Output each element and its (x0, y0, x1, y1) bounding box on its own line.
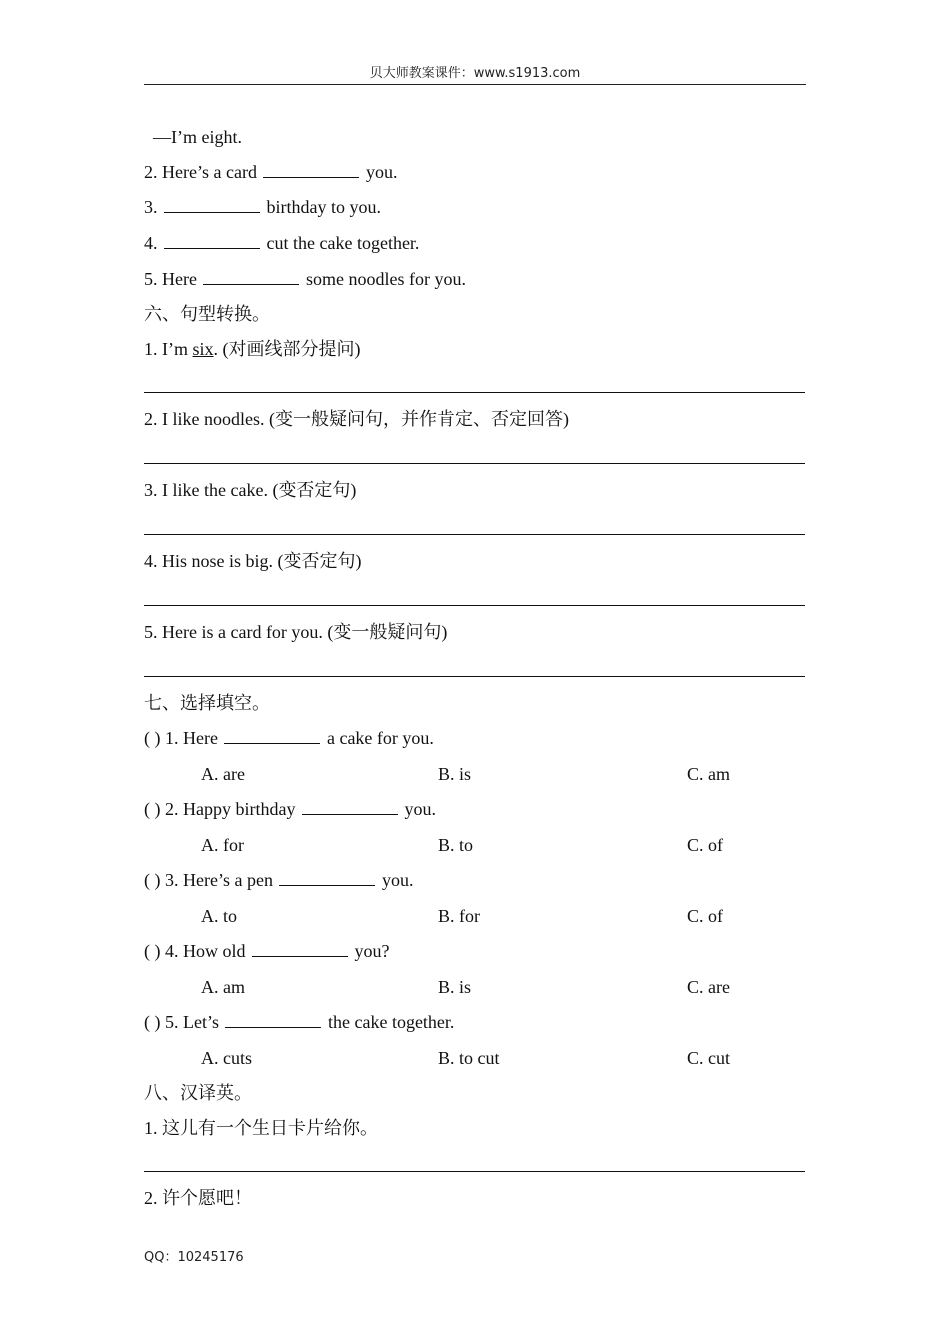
transform-question-3: 3. I like the cake. (变否定句) (144, 480, 357, 500)
question-text: birthday to you. (262, 197, 381, 217)
answer-blank[interactable] (302, 798, 398, 815)
fill-question-4 (144, 231, 419, 255)
answer-line: —I’m eight. (153, 127, 242, 147)
option-c[interactable]: C. cut (687, 1048, 730, 1068)
section-title: 八、汉译英。 (144, 1083, 252, 1103)
translate-question-2: 2. 许个愿吧！ (144, 1188, 252, 1208)
option-a[interactable]: A. for (201, 835, 244, 855)
answer-blank[interactable] (252, 940, 348, 957)
transform-question-2: 2. I like noodles. (变一般疑问句，并作肯定、否定回答) (144, 409, 569, 429)
transform-question-5: 5. Here is a card for you. (变一般疑问句) (144, 622, 448, 642)
question-text: . (对画线部分提问) (213, 339, 361, 359)
choice-question-3 (144, 868, 413, 892)
option-a[interactable]: A. cuts (201, 1048, 252, 1068)
question-text: a cake for you. (322, 728, 434, 748)
answer-line[interactable] (144, 676, 805, 677)
answer-line[interactable] (144, 392, 805, 393)
transform-question-4: 4. His nose is big. (变否定句) (144, 551, 362, 571)
question-text: you. (377, 870, 414, 890)
fill-question-5 (144, 267, 466, 291)
answer-line[interactable] (144, 534, 805, 535)
option-b[interactable]: B. is (438, 977, 472, 997)
question-text: 5. Here (144, 269, 202, 289)
page-footer: QQ：10245176 (144, 1250, 244, 1265)
choice-question-2 (144, 797, 436, 821)
question-text: ( ) 2. Happy birthday (144, 799, 300, 819)
answer-blank[interactable] (279, 869, 375, 886)
option-a[interactable]: A. am (201, 977, 245, 997)
question-text: you? (350, 941, 390, 961)
question-text: 3. (144, 197, 162, 217)
option-b[interactable]: B. is (438, 764, 472, 784)
header-divider (144, 84, 806, 85)
answer-blank[interactable] (263, 161, 359, 178)
question-text: 2. Here’s a card (144, 162, 262, 182)
page-header: 贝大师教案课件：www.s1913.com (369, 66, 581, 81)
question-text: you. (399, 799, 436, 819)
answer-line[interactable] (144, 605, 805, 606)
option-a[interactable]: A. to (201, 906, 237, 926)
underlined-word: six (192, 339, 214, 359)
choice-question-5 (144, 1010, 454, 1034)
choice-question-1 (144, 726, 434, 750)
choice-question-4 (144, 939, 390, 963)
fill-question-3 (144, 195, 381, 219)
question-text: the cake together. (323, 1012, 455, 1032)
question-text: ( ) 3. Here’s a pen (144, 870, 278, 890)
question-text: you. (361, 162, 398, 182)
section-title: 六、句型转换。 (144, 304, 270, 324)
question-text: ( ) 1. Here (144, 728, 223, 748)
question-text: 4. (144, 233, 162, 253)
answer-line[interactable] (144, 1171, 805, 1172)
question-text: 1. I’m (144, 339, 193, 359)
transform-question-1 (144, 337, 361, 361)
option-a[interactable]: A. are (201, 764, 245, 784)
option-c[interactable]: C. of (687, 906, 723, 926)
answer-blank[interactable] (203, 268, 299, 285)
answer-line[interactable] (144, 463, 805, 464)
option-b[interactable]: B. to cut (438, 1048, 500, 1068)
question-text: ( ) 4. How old (144, 941, 250, 961)
option-b[interactable]: B. to (438, 835, 474, 855)
fill-question-2 (144, 160, 397, 184)
translate-question-1: 1. 这儿有一个生日卡片给你。 (144, 1118, 378, 1138)
answer-blank[interactable] (225, 1011, 321, 1028)
question-text: some noodles for you. (301, 269, 466, 289)
answer-blank[interactable] (164, 232, 260, 249)
answer-blank[interactable] (164, 196, 260, 213)
option-c[interactable]: C. are (687, 977, 730, 997)
option-b[interactable]: B. for (438, 906, 480, 926)
question-text: cut the cake together. (262, 233, 420, 253)
option-c[interactable]: C. am (687, 764, 730, 784)
question-text: ( ) 5. Let’s (144, 1012, 224, 1032)
section-title: 七、选择填空。 (144, 693, 270, 713)
option-c[interactable]: C. of (687, 835, 723, 855)
answer-blank[interactable] (224, 727, 320, 744)
